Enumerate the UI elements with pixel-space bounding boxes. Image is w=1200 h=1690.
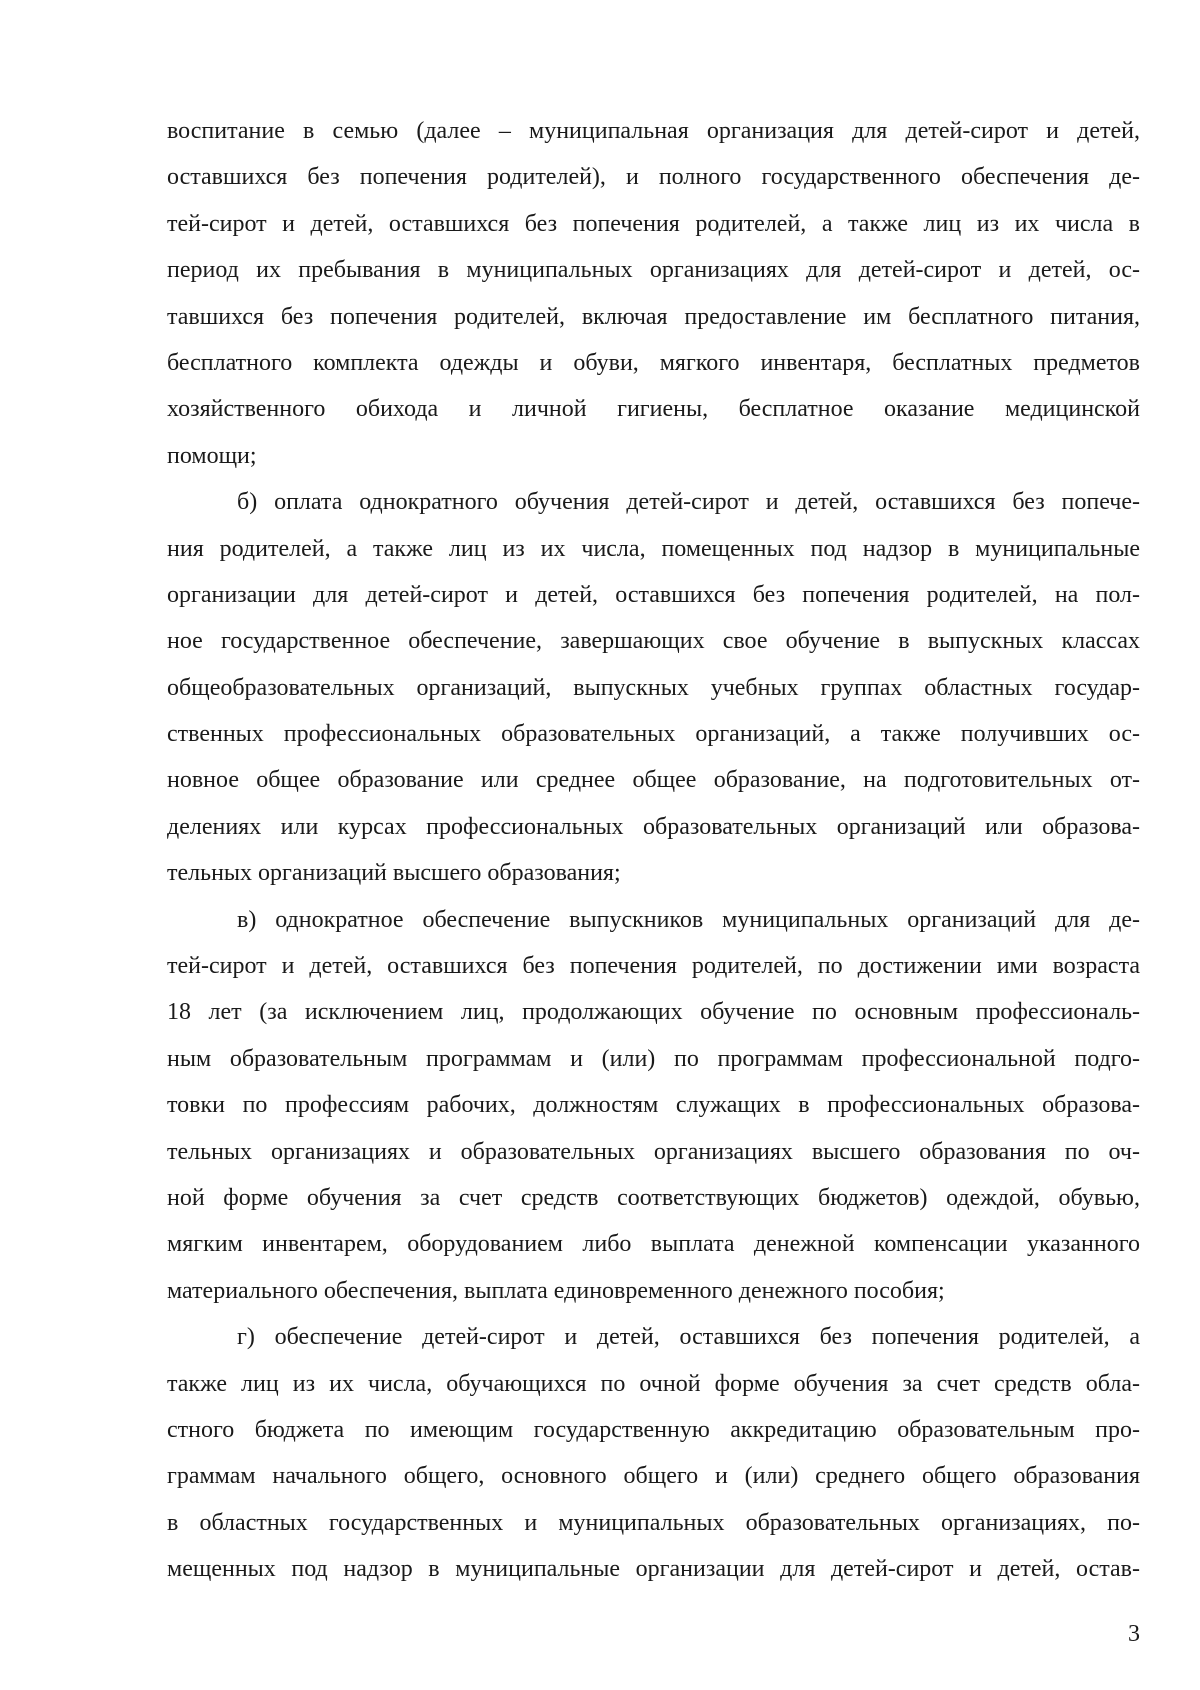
text-line: тей-сирот и детей, оставшихся без попечения родителей, по достижении ими возраста xyxy=(167,953,1140,980)
text-line: организации для детей-сирот и детей, оставшихся без попечения родителей, на пол- xyxy=(167,581,1140,608)
text-line: товки по профессиям рабочих, должностям служащих в профессиональных образова- xyxy=(167,1092,1140,1119)
text-line: тей-сирот и детей, оставшихся без попечения родителей, а также лиц из их числа в xyxy=(167,210,1140,237)
text-line: новное общее образование или среднее общее образование, на подготовительных от- xyxy=(167,767,1140,794)
text-line: материального обеспечения, выплата единовременного денежного пособия; xyxy=(167,1277,945,1304)
text-line: ным образовательным программам и (или) по программам профессиональной подго- xyxy=(167,1045,1140,1072)
text-line: хозяйственного обихода и личной гигиены, бесплатное оказание медицинской xyxy=(167,396,1140,423)
text-line: стного бюджета по имеющим государственную аккредитацию образовательным про- xyxy=(167,1416,1140,1443)
text-line: ное государственное обеспечение, завершающих свое обучение в выпускных классах xyxy=(167,628,1140,655)
paragraph-b-first-line: б) оплата однократного обучения детей-сирот и детей, оставшихся без попече- xyxy=(237,489,1140,516)
text-line: тельных организациях и образовательных организациях высшего образования по оч- xyxy=(167,1138,1140,1165)
text-line: воспитание в семью (далее – муниципальная организация для детей-сирот и детей, xyxy=(167,118,1140,144)
text-line: мягким инвентарем, оборудованием либо выплата денежной компенсации указанного xyxy=(167,1231,1140,1258)
text-line: мещенных под надзор в муниципальные организации для детей-сирот и детей, остав- xyxy=(167,1556,1140,1583)
body-text xyxy=(167,108,1140,1593)
text-line: ной форме обучения за счет средств соответствующих бюджетов) одеждой, обувью, xyxy=(167,1184,1140,1211)
paragraph-g-first-line: г) обеспечение детей-сирот и детей, оставшихся без попечения родителей, а xyxy=(237,1324,1140,1351)
text-line: в областных государственных и муниципальных образовательных организациях, по- xyxy=(167,1509,1140,1536)
text-line: помощи; xyxy=(167,442,257,469)
text-line: делениях или курсах профессиональных образовательных организаций или образова- xyxy=(167,813,1140,840)
text-line: 18 лет (за исключением лиц, продолжающих обучение по основным профессиональ- xyxy=(167,999,1140,1026)
paragraph-v-first-line: в) однократное обеспечение выпускников муниципальных организаций для де- xyxy=(237,906,1140,933)
text-line: бесплатного комплекта одежды и обуви, мягкого инвентаря, бесплатных предметов xyxy=(167,349,1140,376)
text-line: тавшихся без попечения родителей, включая предоставление им бесплатного питания, xyxy=(167,303,1140,330)
text-line: оставшихся без попечения родителей), и полного государственного обеспечения де- xyxy=(167,164,1140,191)
page-number: 3 xyxy=(1128,1621,1140,1647)
text-line: ния родителей, а также лиц из их числа, помещенных под надзор в муниципальные xyxy=(167,535,1140,562)
text-line: тельных организаций высшего образования; xyxy=(167,860,621,887)
text-line: граммам начального общего, основного общего и (или) среднего общего образования xyxy=(167,1463,1140,1490)
text-line: общеобразовательных организаций, выпускных учебных группах областных государ- xyxy=(167,674,1140,701)
text-line: ственных профессиональных образовательных организаций, а также получивших ос- xyxy=(167,721,1140,748)
text-line: период их пребывания в муниципальных организациях для детей-сирот и детей, ос- xyxy=(167,257,1140,284)
text-line: также лиц из их числа, обучающихся по очной форме обучения за счет средств обла- xyxy=(167,1370,1140,1397)
